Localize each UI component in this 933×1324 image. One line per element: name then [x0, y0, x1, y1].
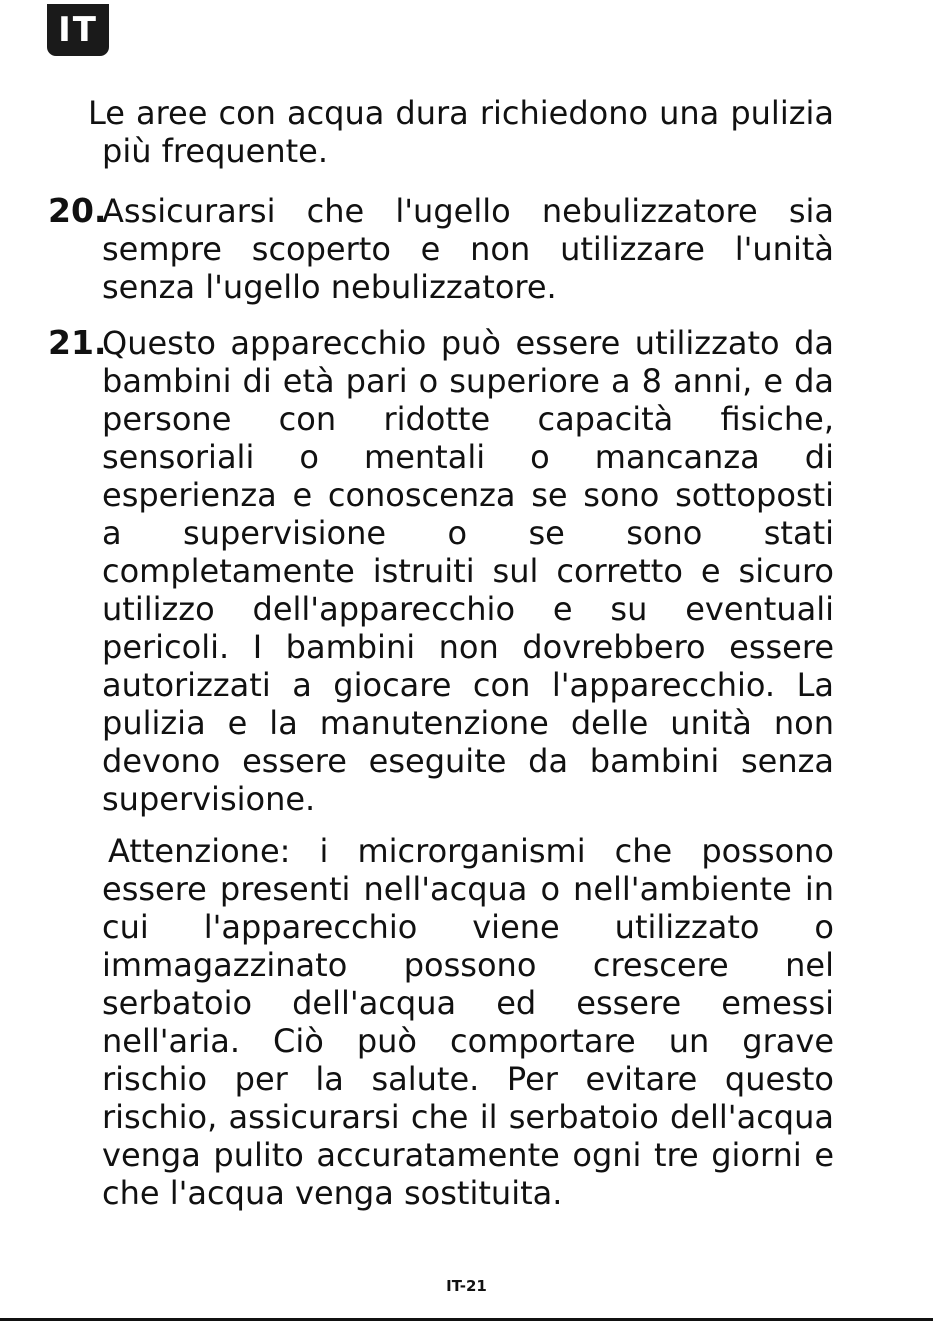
bottom-divider	[0, 1318, 933, 1321]
language-badge: IT	[47, 4, 109, 56]
page-number: IT-21	[446, 1277, 487, 1295]
warning-paragraph: Attenzione: i microrganismi che possono essere presenti nell'acqua o nell'ambiente in cui l'apparecchio viene utilizzato o immagazzinato possono crescere nel serbatoio dell'acqua ed essere emessi nell'aria. Ciò può comportare un grave rischio per la salute. Per evitare questo rischio, assicurarsi che il serbatoio dell'acqua venga pulito accuratamente ogni tre giorni e che l'acqua venga sostituita.	[102, 832, 834, 1212]
item-text: Assicurarsi che l'ugello nebulizzatore sia sempre scoperto e non utilizzare l'unità senza l'ugello nebulizzatore.	[102, 192, 834, 306]
manual-page-content	[48, 94, 834, 1212]
item-number: 21.	[48, 323, 107, 362]
item-number: 20.	[48, 191, 107, 230]
item-text: Questo apparecchio può essere utilizzato da bambini di età pari o superiore a 8 anni, e da persone con ridotte capacità fisiche, sensoriali o mentali o mancanza di esperienza e conoscenza se sono sottoposti a supervisione o se sono stati completamente istruiti sul corretto e sicuro utilizzo dell'apparecchio e su eventuali pericoli. I bambini non dovrebbero essere autorizzati a giocare con l'apparecchio. La pulizia e la manutenzione delle unità non devono essere eseguite da bambini senza supervisione.	[102, 324, 834, 818]
intro-paragraph: Le aree con acqua dura richiedono una pulizia più frequente.	[88, 94, 834, 170]
list-item-21	[48, 324, 834, 818]
list-item-20	[48, 192, 834, 306]
